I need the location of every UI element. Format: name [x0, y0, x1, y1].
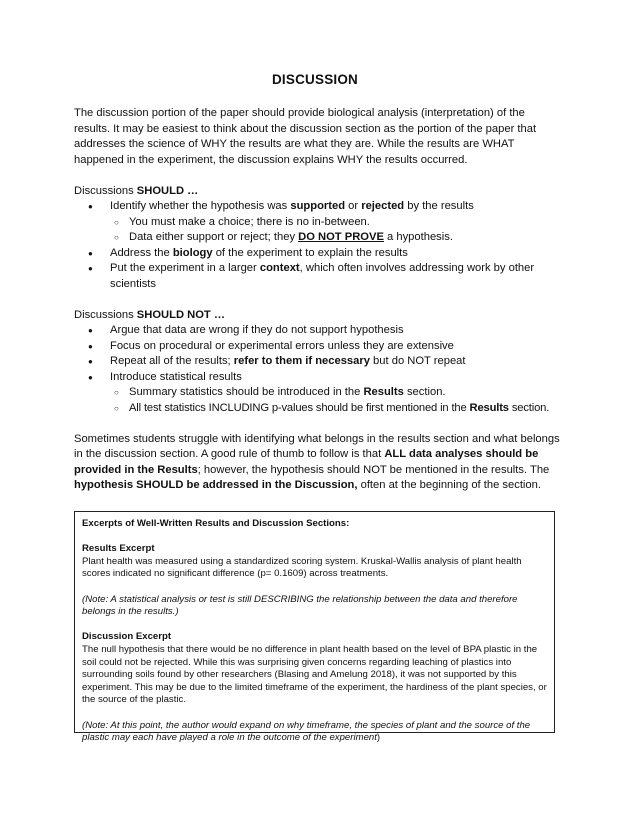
list-item: ○ You must make a choice; there is no in-between. [74, 215, 560, 231]
list-item: ● Introduce statistical results ○ Summary statistics should be introduced in the Results section. ○ All test statistics INCLUDING p-values should be first mentioned in the Results section. [74, 370, 560, 417]
should-not-list [74, 323, 560, 416]
should-not-heading: Discussions SHOULD NOT … [74, 308, 226, 321]
sub-list [110, 385, 560, 416]
sub-list [110, 215, 560, 246]
discussion-excerpt-heading: Discussion Excerpt [82, 631, 172, 643]
excerpt-box-heading: Excerpts of Well-Written Results and Discussion Sections: [82, 518, 350, 529]
list-item: ○ All test statistics INCLUDING p-values should be first mentioned in the Results section. [74, 401, 560, 417]
intro-paragraph: The discussion portion of the paper should provide biological analysis (interpretation) of the results. It may be easiest to think about the discussion section as the portion of the paper that addresses the science of WHY the results are what they are. While the results are WHAT happened in the experiment, the discussion explains WHY the results occurred. [74, 107, 537, 166]
results-excerpt-heading: Results Excerpt [82, 543, 155, 555]
list-item: ● Put the experiment in a larger context, which often involves addressing work by other scientists [74, 261, 560, 292]
results-excerpt-text: Plant health was measured using a standardized scoring system. Kruskal-Wallis analysis of plant health scores indicated no significant difference (p= 0.1609) across treatments. [82, 555, 522, 580]
should-heading: Discussions SHOULD … [74, 184, 199, 197]
list-item: ○ Data either support or reject; they DO NOT PROVE a hypothesis. [74, 230, 560, 246]
discussion-excerpt-note: (Note: At this point, the author would expand on why timeframe, the species of plant and the source of the plastic may each have played a role in the outcome of the experiment) [82, 719, 531, 744]
list-item: ● Repeat all of the results; refer to them if necessary but do NOT repeat [74, 354, 560, 370]
list-item: ● Argue that data are wrong if they do not support hypothesis [74, 323, 560, 339]
results-excerpt-note: (Note: A statistical analysis or test is still DESCRIBING the relationship between the data and therefore belongs in the results.) [82, 593, 518, 618]
closing-paragraph: Sometimes students struggle with identifying what belongs in the results section and what belongs in the discussion section. A good rule of thumb to follow is that ALL data analyses should be provided in the Results; however, the hypothesis should NOT be mentioned in the results. The hypothesis SHOULD be addressed in the Discussion, often at the beginning of the section. [74, 432, 560, 491]
document-body [74, 106, 560, 494]
should-list [74, 199, 560, 292]
page-title: DISCUSSION [271, 72, 358, 87]
list-item: ○ Summary statistics should be introduced in the Results section. [74, 385, 560, 401]
discussion-excerpt-text: The null hypothesis that there would be no difference in plant health based on the level of BPA plastic in the soil could not be rejected. While this was surprising given concerns regarding leaching of plastics into surrounding soils found by other researchers (Blasing and Amelung 2018), it was not supported by this experiment. This may be due to the limited timeframe of the experiment, the hardiness of the plant species, or the source of the plastic. [82, 643, 547, 706]
list-item: ● Identify whether the hypothesis was supported or rejected by the results ○ You must make a choice; there is no in-between. ○ Data either support or reject; they DO NOT PROVE a hypothesis. [74, 199, 560, 246]
list-item: ● Address the biology of the experiment to explain the results [74, 246, 560, 262]
excerpt-box [74, 511, 555, 744]
list-item: ● Focus on procedural or experimental errors unless they are extensive [74, 339, 560, 355]
